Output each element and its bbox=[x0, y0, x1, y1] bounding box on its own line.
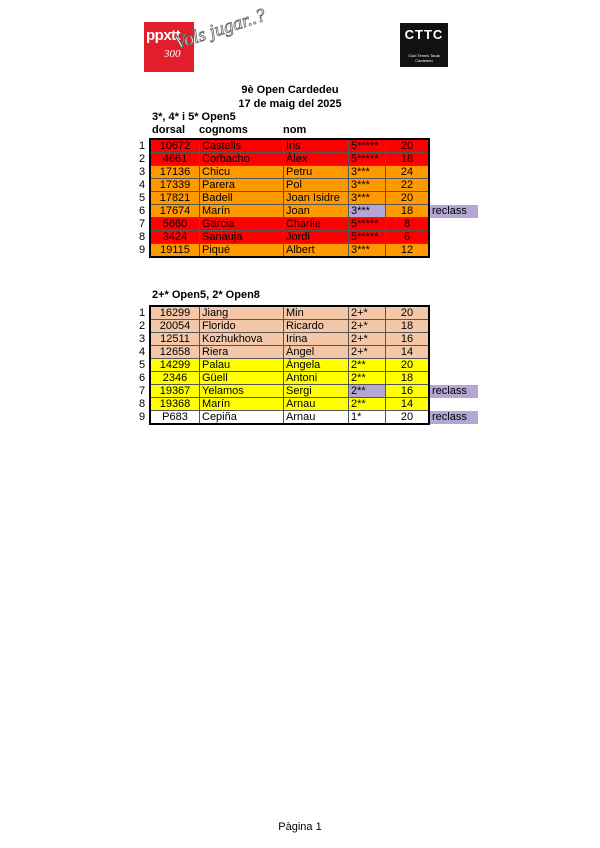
cell-dorsal: 19115 bbox=[150, 244, 200, 258]
cell-points: 20 bbox=[386, 411, 430, 425]
row-number: 2 bbox=[139, 320, 150, 333]
cell-dorsal: 16299 bbox=[150, 306, 200, 320]
cell-cognoms: Cepiña bbox=[200, 411, 284, 425]
cell-cognoms: Piqué bbox=[200, 244, 284, 258]
cell-points: 22 bbox=[386, 179, 430, 192]
row-number: 1 bbox=[139, 139, 150, 153]
row-number: 8 bbox=[139, 398, 150, 411]
cell-dorsal: 19367 bbox=[150, 385, 200, 398]
table-row bbox=[139, 205, 478, 218]
cell-reclass bbox=[429, 153, 478, 166]
cell-dorsal: 19368 bbox=[150, 398, 200, 411]
cell-cognoms: Chicu bbox=[200, 166, 284, 179]
cell-cognoms: Marín bbox=[200, 205, 284, 218]
cell-nom: Iris bbox=[284, 139, 349, 153]
cell-points: 20 bbox=[386, 139, 430, 153]
cell-nom: Pol bbox=[284, 179, 349, 192]
cell-cognoms: Yelamos bbox=[200, 385, 284, 398]
cell-cognoms: Palau bbox=[200, 359, 284, 372]
cell-points: 18 bbox=[386, 205, 430, 218]
cell-nom: Àngel bbox=[284, 346, 349, 359]
cell-nom: Irina bbox=[284, 333, 349, 346]
cell-dorsal: 2346 bbox=[150, 372, 200, 385]
cell-category: 3*** bbox=[349, 179, 386, 192]
row-number: 4 bbox=[139, 179, 150, 192]
table-row bbox=[139, 306, 478, 320]
cell-points: 8 bbox=[386, 218, 430, 231]
cell-dorsal: 10672 bbox=[150, 139, 200, 153]
table-row bbox=[139, 166, 478, 179]
cell-reclass bbox=[429, 192, 478, 205]
cell-cognoms: Castells bbox=[200, 139, 284, 153]
cell-cognoms: Kozhukhova bbox=[200, 333, 284, 346]
cell-category: 2** bbox=[349, 359, 386, 372]
table-row bbox=[139, 153, 478, 166]
cell-reclass bbox=[429, 398, 478, 411]
cell-nom: Arnau bbox=[284, 398, 349, 411]
cell-cognoms: Corbacho bbox=[200, 153, 284, 166]
cell-dorsal: 17674 bbox=[150, 205, 200, 218]
cell-category: 5***** bbox=[349, 139, 386, 153]
cell-nom: Jordi bbox=[284, 231, 349, 244]
cttc-logo-caption: Club Tennis Taula Cardedeu bbox=[408, 53, 440, 63]
cell-category: 5***** bbox=[349, 153, 386, 166]
cell-reclass bbox=[429, 218, 478, 231]
table-row bbox=[139, 333, 478, 346]
row-number: 7 bbox=[139, 218, 150, 231]
cell-nom: Sergi bbox=[284, 385, 349, 398]
section1-table bbox=[139, 138, 478, 258]
row-number: 5 bbox=[139, 192, 150, 205]
cell-reclass bbox=[429, 359, 478, 372]
cell-category: 3*** bbox=[349, 192, 386, 205]
cell-category: 2** bbox=[349, 385, 386, 398]
table-row bbox=[139, 372, 478, 385]
cell-points: 14 bbox=[386, 398, 430, 411]
cell-cognoms: Badell bbox=[200, 192, 284, 205]
row-number: 7 bbox=[139, 385, 150, 398]
cell-dorsal: 3424 bbox=[150, 231, 200, 244]
cell-reclass bbox=[429, 306, 478, 320]
cell-cognoms: Sanauja bbox=[200, 231, 284, 244]
cell-reclass: reclass bbox=[429, 385, 478, 398]
cell-dorsal: 12511 bbox=[150, 333, 200, 346]
cell-category: 2+* bbox=[349, 346, 386, 359]
cell-category: 5***** bbox=[349, 231, 386, 244]
cell-cognoms: Garcia bbox=[200, 218, 284, 231]
header-cognoms: cognoms bbox=[199, 124, 248, 136]
row-number: 2 bbox=[139, 153, 150, 166]
section1-title: 3*, 4* i 5* Open5 bbox=[152, 111, 236, 123]
logo-sub-text: 300 bbox=[164, 48, 181, 60]
cell-points: 18 bbox=[386, 320, 430, 333]
cell-nom: Arnau bbox=[284, 411, 349, 425]
cell-reclass bbox=[429, 333, 478, 346]
cell-nom: Àlex bbox=[284, 153, 349, 166]
cell-category: 3*** bbox=[349, 244, 386, 258]
document-date: 17 de maig del 2025 bbox=[238, 98, 342, 110]
table-row bbox=[139, 411, 478, 425]
cell-dorsal: 12658 bbox=[150, 346, 200, 359]
cell-reclass bbox=[429, 139, 478, 153]
cell-dorsal: 20054 bbox=[150, 320, 200, 333]
cell-category: 3*** bbox=[349, 166, 386, 179]
cell-points: 20 bbox=[386, 192, 430, 205]
cell-points: 16 bbox=[386, 385, 430, 398]
cell-category: 2+* bbox=[349, 333, 386, 346]
cttc-logo bbox=[400, 23, 448, 67]
cell-nom: Albert bbox=[284, 244, 349, 258]
cell-nom: Antoni bbox=[284, 372, 349, 385]
table-row bbox=[139, 398, 478, 411]
row-number: 9 bbox=[139, 411, 150, 425]
cell-reclass: reclass bbox=[429, 411, 478, 425]
cell-cognoms: Riera bbox=[200, 346, 284, 359]
table-row bbox=[139, 359, 478, 372]
cell-dorsal: 17136 bbox=[150, 166, 200, 179]
cell-points: 18 bbox=[386, 153, 430, 166]
cell-category: 2** bbox=[349, 398, 386, 411]
header-dorsal: dorsal bbox=[152, 124, 186, 136]
section2-title: 2+* Open5, 2* Open8 bbox=[152, 289, 260, 301]
document-title: 9è Open Cardedeu bbox=[241, 84, 339, 96]
cell-cognoms: Florido bbox=[200, 320, 284, 333]
cell-reclass bbox=[429, 231, 478, 244]
page-footer: Pàgina 1 bbox=[278, 821, 322, 833]
table-row bbox=[139, 244, 478, 258]
table-row bbox=[139, 385, 478, 398]
table-row bbox=[139, 218, 478, 231]
cell-points: 18 bbox=[386, 372, 430, 385]
row-number: 9 bbox=[139, 244, 150, 258]
cell-dorsal: 4661 bbox=[150, 153, 200, 166]
table-row bbox=[139, 139, 478, 153]
cell-points: 12 bbox=[386, 244, 430, 258]
table-row bbox=[139, 320, 478, 333]
cell-dorsal: P683 bbox=[150, 411, 200, 425]
table-row bbox=[139, 179, 478, 192]
row-number: 3 bbox=[139, 166, 150, 179]
row-number: 3 bbox=[139, 333, 150, 346]
cell-nom: Min bbox=[284, 306, 349, 320]
cell-points: 24 bbox=[386, 166, 430, 179]
row-number: 4 bbox=[139, 346, 150, 359]
cell-dorsal: 17339 bbox=[150, 179, 200, 192]
cell-nom: Charlie bbox=[284, 218, 349, 231]
cell-dorsal: 17821 bbox=[150, 192, 200, 205]
cell-points: 6 bbox=[386, 231, 430, 244]
logo-brand-text: ppxtt bbox=[146, 27, 181, 44]
cell-cognoms: Jiang bbox=[200, 306, 284, 320]
cell-reclass bbox=[429, 179, 478, 192]
cell-nom: Ricardo bbox=[284, 320, 349, 333]
cell-nom: Joan bbox=[284, 205, 349, 218]
cell-points: 20 bbox=[386, 306, 430, 320]
logo-slogan: Vols jugar..? bbox=[172, 4, 269, 54]
row-number: 1 bbox=[139, 306, 150, 320]
cell-category: 2** bbox=[349, 372, 386, 385]
cell-nom: Petru bbox=[284, 166, 349, 179]
cell-nom: Àngela bbox=[284, 359, 349, 372]
header-nom: nom bbox=[283, 124, 307, 136]
cell-dorsal: 5660 bbox=[150, 218, 200, 231]
cell-cognoms: Güell bbox=[200, 372, 284, 385]
ppxtt-logo bbox=[144, 4, 280, 78]
cell-category: 2+* bbox=[349, 306, 386, 320]
table-row bbox=[139, 231, 478, 244]
cell-category: 1* bbox=[349, 411, 386, 425]
table-row bbox=[139, 192, 478, 205]
cell-reclass bbox=[429, 244, 478, 258]
cell-points: 14 bbox=[386, 346, 430, 359]
cell-reclass bbox=[429, 166, 478, 179]
cell-reclass: reclass bbox=[429, 205, 478, 218]
cell-cognoms: Marín bbox=[200, 398, 284, 411]
cell-points: 20 bbox=[386, 359, 430, 372]
cell-dorsal: 14299 bbox=[150, 359, 200, 372]
cttc-logo-letters: CTTC bbox=[404, 27, 444, 42]
row-number: 8 bbox=[139, 231, 150, 244]
section2-table bbox=[139, 305, 478, 425]
cell-reclass bbox=[429, 320, 478, 333]
cell-category: 2+* bbox=[349, 320, 386, 333]
row-number: 5 bbox=[139, 359, 150, 372]
cell-reclass bbox=[429, 372, 478, 385]
cell-nom: Joan Isidre bbox=[284, 192, 349, 205]
cell-category: 3*** bbox=[349, 205, 386, 218]
row-number: 6 bbox=[139, 372, 150, 385]
table-row bbox=[139, 346, 478, 359]
cell-points: 16 bbox=[386, 333, 430, 346]
cell-reclass bbox=[429, 346, 478, 359]
row-number: 6 bbox=[139, 205, 150, 218]
cell-cognoms: Parera bbox=[200, 179, 284, 192]
cell-category: 5***** bbox=[349, 218, 386, 231]
